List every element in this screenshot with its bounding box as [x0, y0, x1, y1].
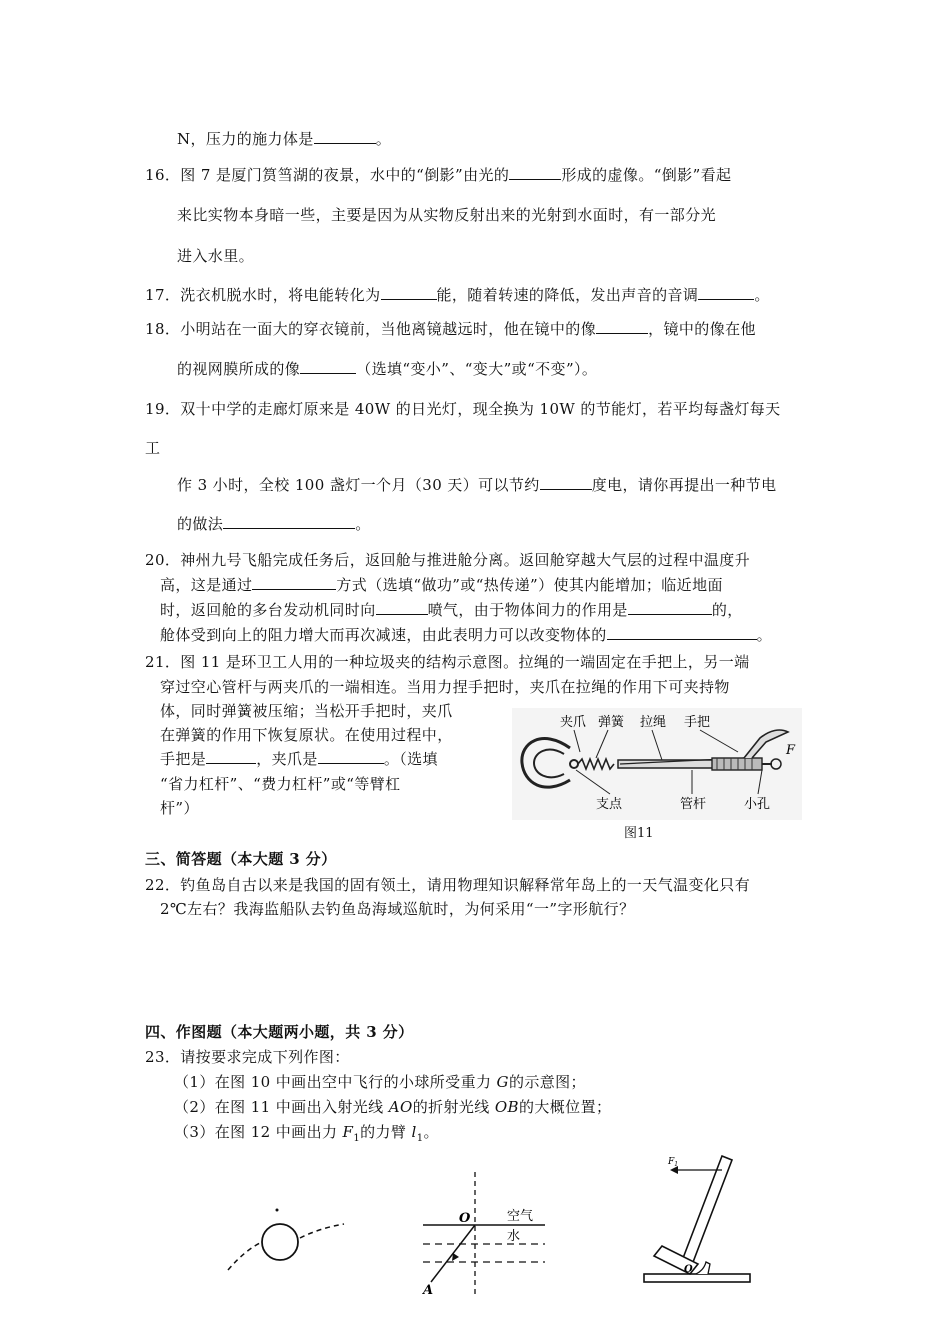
q18-line-2: [177, 358, 597, 379]
q18-text-d: （选填“变小”、“变大”或“不变”）。: [356, 360, 598, 378]
answer-blank[interactable]: [300, 359, 356, 374]
q19-line-1: 19．双十中学的走廊灯原来是 40W 的日光灯，现全换为 10W 的节能灯，若平均每盏灯每天: [145, 400, 781, 418]
label-spring: 弹簧: [598, 715, 625, 730]
q17-text-b: 能，随着转速的降低，发出声音的音调: [436, 286, 699, 304]
answer-blank[interactable]: [698, 285, 754, 300]
q16-line-3: 进入水里。: [177, 247, 255, 265]
q23-i2-text: （2）在图 11 中画出入射光线: [174, 1098, 389, 1116]
refraction-figure: [415, 1170, 555, 1300]
q23-i3-l: l: [411, 1123, 417, 1141]
label-water: 水: [507, 1229, 521, 1244]
section-4-title: 四、作图题（本大题两小题，共 3 分）: [145, 1023, 414, 1041]
q17-text-c: 。: [754, 286, 770, 304]
q19-line-2: 工: [145, 439, 161, 457]
q23-item-3: [174, 1121, 439, 1144]
q23-i1-g: G: [496, 1073, 509, 1091]
label-f1: $F_1$: [668, 1157, 679, 1168]
figure-11-caption: 图11: [624, 826, 654, 841]
label-rope: 拉绳: [640, 715, 667, 730]
q21-line-4: 在弹簧的作用下恢复原状。在使用过程中，: [160, 726, 453, 744]
q21-text-c: 。（选填: [383, 750, 438, 768]
label-air: 空气: [507, 1209, 534, 1224]
lever-figure: [640, 1152, 760, 1292]
q23-intro: 23．请按要求完成下列作图：: [145, 1048, 350, 1066]
answer-blank[interactable]: [376, 600, 428, 615]
q19-text-d: 。: [355, 515, 371, 533]
answer-blank[interactable]: [206, 749, 256, 764]
label-handle: 手把: [684, 715, 711, 730]
q23-i2-mid: 的折射光线: [412, 1098, 495, 1116]
q18-line-1: [145, 318, 756, 339]
q22-line-2: 2℃左右？我海监船队去钓鱼岛海域巡航时，为何采用“一”字形航行？: [160, 900, 635, 918]
q15-text: N，压力的施力体是: [177, 130, 314, 148]
section-3-title: 三、简答题（本大题 3 分）: [145, 850, 337, 868]
q23-i1-end: 的示意图；: [508, 1073, 586, 1091]
q20-line-2: [160, 574, 723, 595]
q20-text-b: 方式（选填“做功”或“热传递”）使其内能增加；临近地面: [336, 576, 723, 594]
q22-line-1: 22．钓鱼岛自古以来是我国的固有领土，请用物理知识解释常年岛上的一天气温变化只有: [145, 876, 751, 894]
point-o: O: [459, 1211, 471, 1226]
label-tube: 管杆: [680, 797, 707, 812]
q23-i3-fsub: 1: [353, 1133, 361, 1144]
q23-i3-f: F: [342, 1123, 354, 1141]
flying-ball-figure: [220, 1200, 360, 1280]
q20-line-1: 20．神州九号飞船完成任务后，返回舱与推进舱分离。返回舱穿越大气层的过程中温度升: [145, 551, 751, 569]
q18-text-c: 的视网膜所成的像: [177, 360, 301, 378]
q21-line-5: [160, 748, 438, 769]
q16-text-a: 16．图 7 是厦门筼筜湖的夜景，水中的“倒影”由光的: [145, 166, 510, 184]
q15-tail: [177, 128, 391, 149]
q20-text-d: 喷气，由于物体间力的作用是: [427, 601, 628, 619]
answer-blank[interactable]: [318, 749, 384, 764]
label-hole: 小孔: [744, 797, 771, 812]
q17-line: [145, 284, 770, 305]
q17-text-a: 17．洗衣机脱水时，将电能转化为: [145, 286, 381, 304]
answer-blank[interactable]: [628, 600, 712, 615]
q21-line-3: 体，同时弹簧被压缩；当松开手把时，夹爪: [160, 702, 453, 720]
q18-text-a: 18．小明站在一面大的穿衣镜前，当他离镜越远时，他在镜中的像: [145, 320, 597, 338]
q16-line-1: [145, 164, 731, 185]
q23-i3-lsub: 1: [416, 1133, 424, 1144]
label-claw: 夹爪: [560, 715, 587, 730]
q18-text-b: ，镜中的像在他: [648, 320, 756, 338]
q21-line-1: 21．图 11 是环卫工人用的一种垃圾夹的结构示意图。拉绳的一端固定在手把上，另一端: [145, 653, 750, 671]
answer-blank[interactable]: [223, 514, 355, 529]
q20-line-3: [160, 599, 743, 620]
ground: [644, 1274, 750, 1282]
q23-i2-ao: AO: [388, 1098, 413, 1116]
q19-text-a: 作 3 小时，全校 100 盏灯一个月（30 天）可以节约: [177, 476, 540, 494]
answer-blank[interactable]: [314, 129, 376, 144]
q23-item-1: [174, 1071, 586, 1092]
q21-text-b: ，夹爪是: [256, 750, 318, 768]
answer-blank[interactable]: [509, 165, 561, 180]
lever-handle: [680, 1156, 732, 1270]
q21-line-2: 穿过空心管杆与两夹爪的一端相连。当用力捏手把时，夹爪在拉绳的作用下可夹持物: [160, 678, 730, 696]
q23-i3-end: 。: [423, 1123, 439, 1141]
q16-text-b: 形成的虚像。“倒影”看起: [561, 166, 732, 184]
q21-line-7: 杆”）: [160, 799, 199, 817]
ball: [262, 1224, 298, 1260]
q23-i3-text: （3）在图 12 中画出力: [174, 1123, 343, 1141]
answer-blank[interactable]: [607, 625, 757, 640]
label-force: F: [786, 743, 796, 758]
q19-text-c: 的做法: [177, 515, 224, 533]
grip: [712, 758, 762, 770]
q20-text-f: 舱体受到向上的阻力增大而再次减速，由此表明力可以改变物体的: [160, 626, 607, 644]
label-pivot: 支点: [596, 797, 623, 812]
q16-line-2: 来比实物本身暗一些，主要是因为从实物反射出来的光射到水面时，有一部分光: [177, 206, 717, 224]
q23-i2-end: 的大概位置；: [518, 1098, 612, 1116]
trajectory-left: [228, 1242, 262, 1270]
q23-i2-ob: OB: [494, 1098, 519, 1116]
answer-blank[interactable]: [252, 575, 336, 590]
dot: [276, 1209, 279, 1212]
trajectory-right: [300, 1224, 344, 1238]
q19-line-3: [177, 474, 777, 495]
q19-line-4: [177, 513, 371, 534]
answer-blank[interactable]: [381, 285, 437, 300]
q20-line-4: [160, 624, 772, 645]
ray-arrow: [452, 1253, 459, 1261]
point-a: A: [423, 1283, 434, 1298]
q20-text-e: 的，: [711, 601, 743, 619]
q23-i3-mid: 的力臂: [360, 1123, 412, 1141]
answer-blank[interactable]: [540, 475, 592, 490]
q21-text-a: 手把是: [160, 750, 207, 768]
garbage-clip-figure: [512, 708, 802, 820]
q23-item-2: [174, 1096, 611, 1117]
q15-end: 。: [375, 130, 392, 148]
answer-blank[interactable]: [596, 319, 648, 334]
q20-text-c: 时，返回舱的多台发动机同时向: [160, 601, 376, 619]
q21-line-6: “省力杠杆”、“费力杠杆”或“等臂杠: [160, 775, 401, 793]
q19-text-b: 度电，请你再提出一种节电: [591, 476, 777, 494]
q20-text-a: 高，这是通过: [160, 576, 253, 594]
label-o: O: [684, 1264, 693, 1275]
q20-text-g: 。: [756, 626, 773, 644]
q23-i1-text: （1）在图 10 中画出空中飞行的小球所受重力: [174, 1073, 497, 1091]
